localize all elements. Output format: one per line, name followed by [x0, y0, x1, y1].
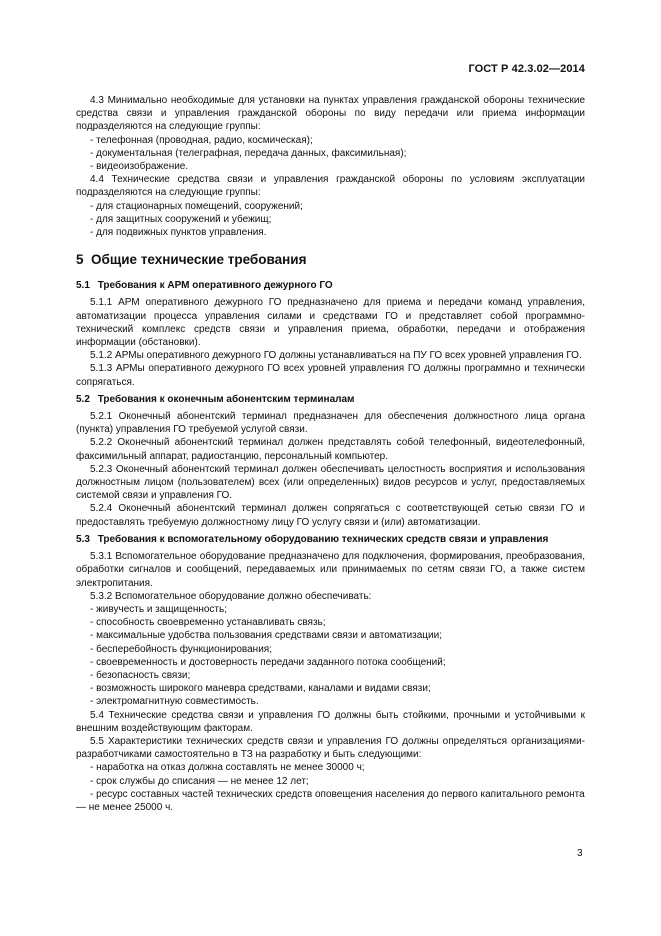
- list-item: - срок службы до списания — не менее 12 лет;: [76, 775, 585, 788]
- list-item: - для стационарных помещений, сооружений;: [76, 200, 585, 213]
- paragraph-5-3-1: 5.3.1 Вспомогательное оборудование предназначено для подключения, формирования, преобразования, обработки сигналов и сообщений, передаваемых или принимаемых по сетям связи ГО, а также систем электропитания.: [76, 551, 585, 589]
- paragraph-5-4: 5.4 Технические средства связи и управления ГО должны быть стойкими, прочными и устойчивыми к внешним воздействующим факторам.: [76, 709, 585, 734]
- paragraph-5-2-4: 5.2.4 Оконечный абонентский терминал должен сопрягаться с соответствующей сетью связи ГО и предоставлять требуемую должностному лицу ГО услугу связи и (или) автоматизации.: [76, 503, 585, 528]
- list-item: - ресурс составных частей технических средств оповещения населения до первого капитального ремонта — не менее 25000 ч.: [76, 788, 585, 814]
- section-5-heading: [76, 252, 585, 268]
- section-title: Требования к вспомогательному оборудованию технических средств связи и управления: [97, 533, 549, 545]
- list-item: - для подвижных пунктов управления.: [76, 226, 585, 239]
- list-item: - способность своевременно устанавливать связь;: [76, 616, 585, 629]
- list-item: - бесперебойность функционирования;: [76, 643, 585, 656]
- page-number: 3: [577, 848, 583, 859]
- list-item: - телефонная (проводная, радио, космическая);: [76, 134, 585, 147]
- list-item: - максимальные удобства пользования средствами связи и автоматизации;: [76, 629, 585, 642]
- list-5-5: [76, 761, 585, 814]
- section-5-2-heading: [76, 393, 585, 406]
- list-item: - документальная (телеграфная, передача данных, факсимильная);: [76, 147, 585, 160]
- paragraph-5-2-3: 5.2.3 Оконечный абонентский терминал должен обеспечивать целостность восприятия и использования должностным лицом (пользователем) всех (или определенных) видов ресурсов и услуг, предоставляемых системой связи и управления ГО.: [76, 463, 585, 502]
- paragraph-5-2-1: 5.2.1 Оконечный абонентский терминал предназначен для обеспечения должностного лица органа (пункта) управления ГО требуемой услугой связи.: [76, 411, 585, 436]
- paragraph-5-1-2: 5.1.2 АРМы оперативного дежурного ГО должны устанавливаться на ПУ ГО всех уровней управления ГО.: [90, 350, 582, 362]
- list-item: - наработка на отказ должна составлять не менее 30000 ч;: [76, 761, 585, 774]
- list-item: - возможность широкого маневра средствами, каналами и видами связи;: [76, 682, 585, 695]
- section-title: Требования к оконечным абонентским терминалам: [97, 393, 355, 405]
- section-number: 5: [76, 252, 84, 268]
- paragraph-5-1-3: 5.1.3 АРМы оперативного дежурного ГО всех уровней управления ГО должны программно и технически сопрягаться.: [76, 363, 585, 388]
- list-item: - электромагнитную совместимость.: [76, 695, 585, 708]
- list-5-3-2: [76, 603, 585, 709]
- paragraph-5-1-1: 5.1.1 АРМ оперативного дежурного ГО предназначено для приема и передачи команд управления, автоматизации процесса управления силами и средствами ГО и представляет собой программно-технический комплекс средств связи и управления приема, обработки, передачи и отображения информации (обстановки).: [76, 297, 585, 349]
- list-item: - видеоизображение.: [76, 160, 585, 173]
- list-item: - безопасность связи;: [76, 669, 585, 682]
- section-title: Общие технические требования: [91, 252, 307, 268]
- section-number: 5.2: [76, 393, 90, 405]
- list-item: - живучесть и защищенность;: [76, 603, 585, 616]
- list-4-4: [76, 200, 585, 240]
- paragraph-4-3: 4.3 Минимально необходимые для установки на пунктах управления гражданской обороны технические средства связи и управления гражданской обороны по виду передачи или приема информации подразделяются на следующие группы:: [76, 95, 585, 133]
- document-body: [76, 94, 585, 814]
- section-5-3-heading: [76, 533, 585, 546]
- paragraph-5-3-2: 5.3.2 Вспомогательное оборудование должно обеспечивать:: [90, 590, 372, 602]
- list-item: - своевременность и достоверность передачи заданного потока сообщений;: [76, 656, 585, 669]
- paragraph-4-4: 4.4 Технические средства связи и управления гражданской обороны по условиям эксплуатации подразделяются на следующие группы:: [76, 174, 585, 199]
- list-4-3: [76, 134, 585, 174]
- section-number: 5.3: [76, 533, 90, 545]
- section-5-1-heading: [76, 279, 585, 292]
- document-code: ГОСТ Р 42.3.02—2014: [468, 63, 585, 75]
- section-title: Требования к АРМ оперативного дежурного ГО: [97, 280, 333, 292]
- list-item: - для защитных сооружений и убежищ;: [76, 213, 585, 226]
- section-number: 5.1: [76, 280, 90, 292]
- paragraph-5-5: 5.5 Характеристики технических средств связи и управления ГО должны определяться организациями-разработчиками самостоятельно в ТЗ на разработку и быть следующими:: [76, 735, 585, 761]
- paragraph-5-2-2: 5.2.2 Оконечный абонентский терминал должен представлять собой телефонный, видеотелефонный, факсимильный аппарат, радиостанцию, персональный компьютер.: [76, 437, 585, 462]
